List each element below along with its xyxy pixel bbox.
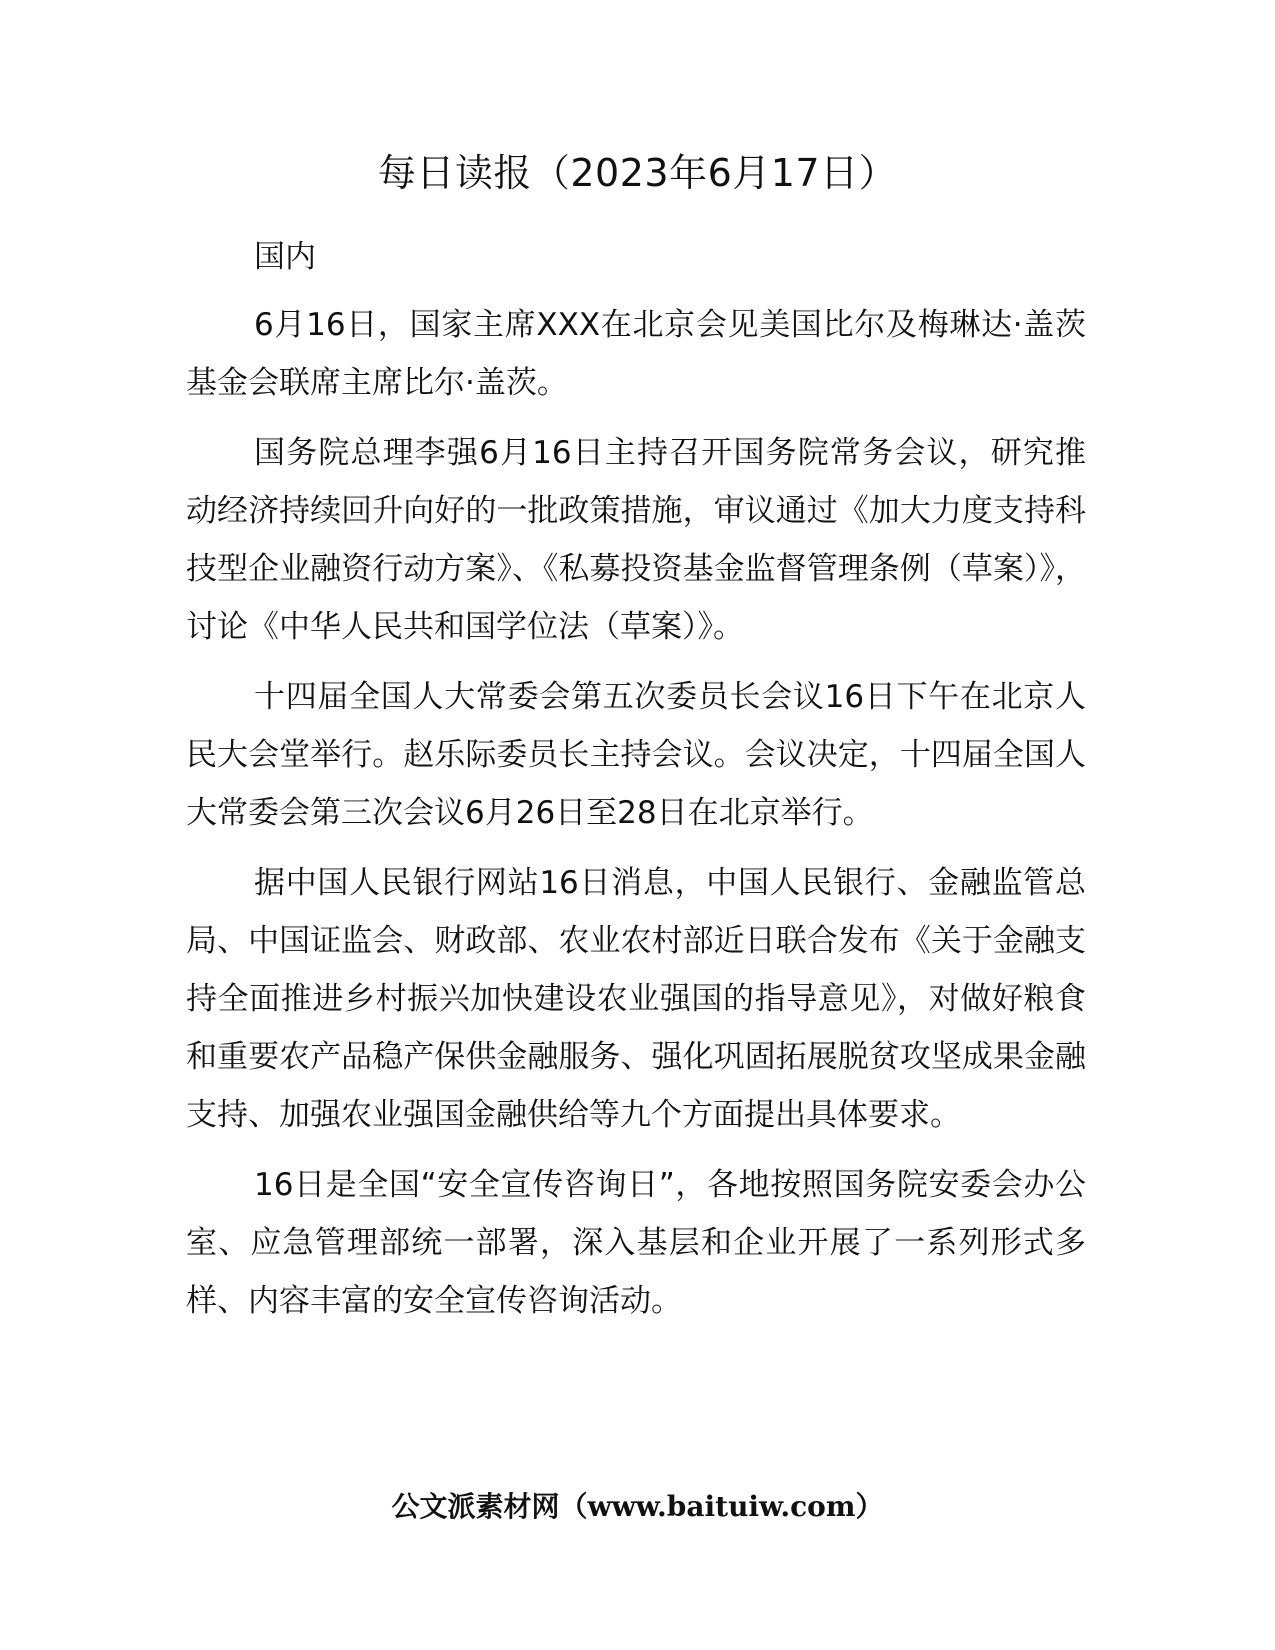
footer-watermark: 公文派素材网（www.baituiw.com） [391, 1490, 884, 1523]
document-title: 每日读报（2023年6月17日） [377, 151, 898, 195]
document-body [186, 232, 1086, 1342]
paragraph: 国务院总理李强6月16日主持召开国务院常务会议，研究推动经济持续回升向好的一批政策措施，审议通过《加大力度支持科技型企业融资行动方案》、《私募投资基金监督管理条例（草案）》，讨论《中华人民共和国学位法（草案）》。 [186, 435, 1086, 645]
paragraph: 16日是全国“安全宣传咨询日”，各地按照国务院安委会办公室、应急管理部统一部署，深入基层和企业开展了一系列形式多样、内容丰富的安全宣传咨询活动。 [186, 1167, 1086, 1319]
section-heading: 国内 [254, 239, 316, 275]
paragraph: 6月16日，国家主席XXX在北京会见美国比尔及梅琳达·盖茨基金会联席主席比尔·盖茨。 [186, 307, 1086, 401]
paragraph: 十四届全国人大常委会第五次委员长会议16日下午在北京人民大会堂举行。赵乐际委员长主持会议。会议决定，十四届全国人大常委会第三次会议6月26日至28日在北京举行。 [186, 679, 1086, 831]
paragraph: 据中国人民银行网站16日消息，中国人民银行、金融监管总局、中国证监会、财政部、农业农村部近日联合发布《关于金融支持全面推进乡村振兴加快建设农业强国的指导意见》，对做好粮食和重要农产品稳产保供金融服务、强化巩固拓展脱贫攻坚成果金融支持、加强农业强国金融供给等九个方面提出具体要求。 [186, 865, 1086, 1133]
